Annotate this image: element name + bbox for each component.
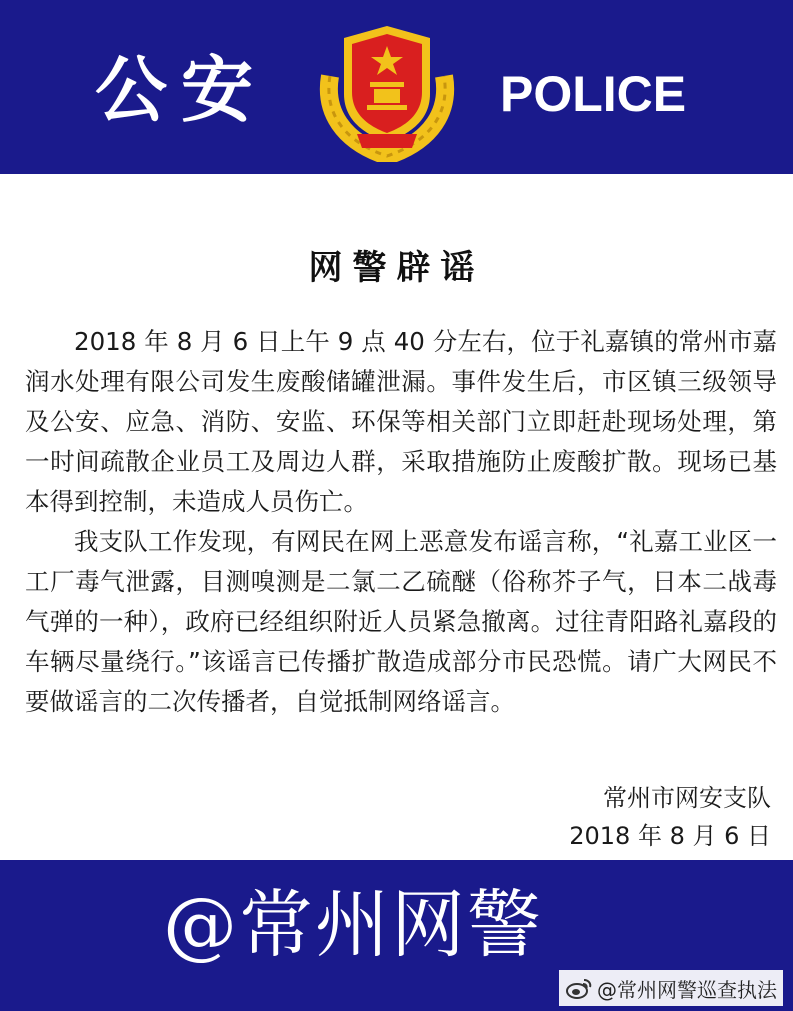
paragraph-incident: 2018 年 8 月 6 日上午 9 点 40 分左右，位于礼嘉镇的常州市嘉润水处理有限公司发生废酸储罐泄漏。事件发生后，市区镇三级领导及公安、应急、消防、安监、环保等相关部门立即赶赴现场处理，第一时间疏散企业员工及周边人群，采取措施防止废酸扩散。现场已基本得到控制，未造成人员伤亡。 <box>25 327 777 516</box>
header-title-gongan: 公安 <box>95 48 268 132</box>
weibo-watermark <box>559 970 783 1006</box>
weibo-icon <box>565 976 593 1000</box>
police-emblem-icon <box>312 16 462 162</box>
signature-date: 2018 年 8 月 6 日 <box>569 822 771 850</box>
footer-handle: @常州网警 <box>163 882 543 968</box>
signature-organization: 常州市网安支队 <box>603 784 771 812</box>
watermark-text: @常州网警巡查执法 <box>597 977 777 1002</box>
document-title: 网警辟谣 <box>308 248 485 288</box>
header-title-police: POLICE <box>500 66 687 122</box>
paragraph-rumor: 我支队工作发现，有网民在网上恶意发布谣言称，“礼嘉工业区一工厂毒气泄露，目测嗅测是二氯二乙硫醚（俗称芥子气，日本二战毒气弹的一种），政府已经组织附近人员紧急撤离。过往青阳路礼嘉段的车辆尽量绕行。”该谣言已传播扩散造成部分市民恐慌。请广大网民不要做谣言的二次传播者，自觉抵制网络谣言。 <box>25 527 777 716</box>
